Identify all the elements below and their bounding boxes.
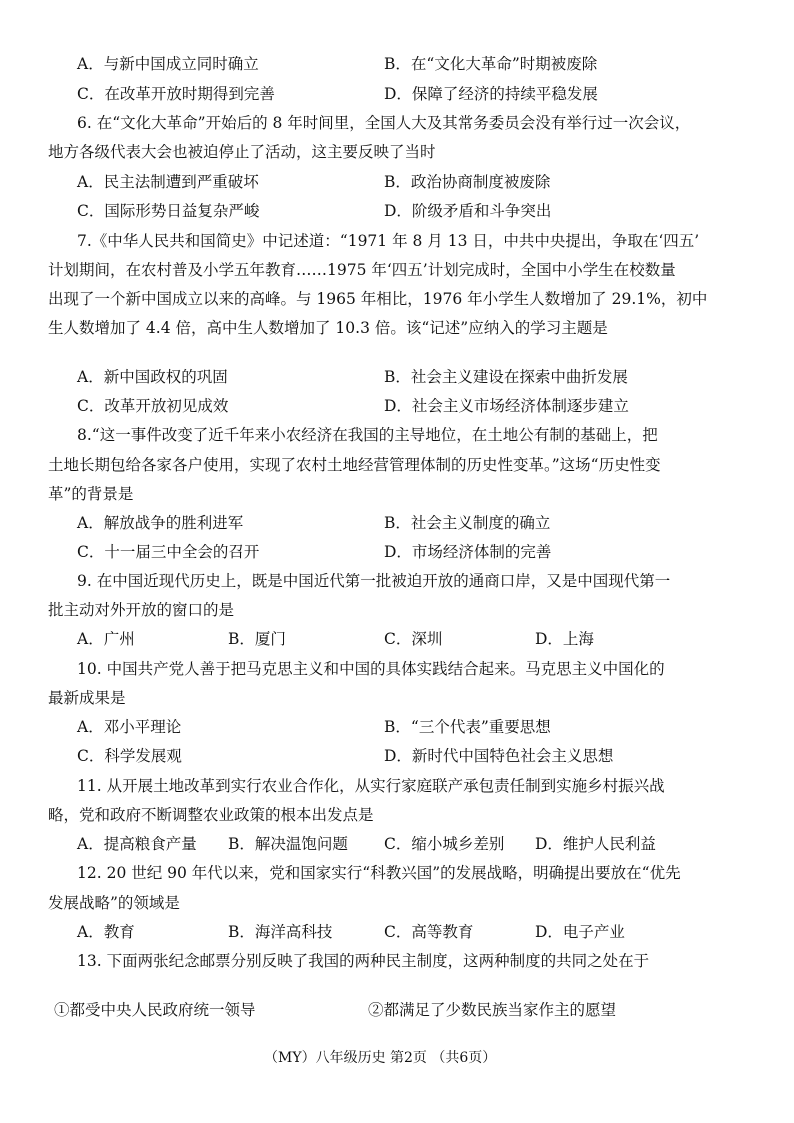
q8-option-c: C．十一届三中全会的召开 [77, 543, 260, 561]
q8-stem-line-2: 土地长期包给各家各户使用，实现了农村土地经营管理体制的历史性变革。”这场“历史性变 [48, 456, 661, 474]
q11-stem-line-1: 11. 从开展土地改革到实行农业合作化，从实行家庭联产承包责任制到实施乡村振兴战 [77, 777, 665, 795]
q8-stem-line-3: 革”的背景是 [48, 485, 134, 503]
q10-stem-line-2: 最新成果是 [48, 689, 126, 707]
q13-stem-line-1: 13. 下面两张纪念邮票分别反映了我国的两种民主制度，这两种制度的共同之处在于 [77, 952, 650, 970]
q9-option-c: C．深圳 [384, 630, 443, 648]
q12-option-a: A．教育 [77, 923, 135, 941]
q10-option-b: B．“三个代表”重要思想 [384, 718, 551, 736]
q7-option-b: B．社会主义建设在探索中曲折发展 [384, 368, 628, 386]
q11-option-c: C．缩小城乡差别 [384, 835, 505, 853]
q9-option-d: D．上海 [535, 630, 594, 648]
q7-stem-line-4: 生人数增加了 4.4 倍，高中生人数增加了 10.3 倍。该“记述”应纳入的学习主题是 [48, 319, 608, 337]
q5-option-d: D．保障了经济的持续平稳发展 [384, 85, 598, 103]
q9-option-b: B．厦门 [228, 630, 286, 648]
q7-option-a: A．新中国政权的巩固 [77, 368, 228, 386]
q13-item-1: ①都受中央人民政府统一领导 [54, 1001, 256, 1019]
q7-option-d: D．社会主义市场经济体制逐步建立 [384, 397, 629, 415]
q6-option-b: B．政治协商制度被废除 [384, 173, 551, 191]
q6-stem-line-2: 地方各级代表大会也被迫停止了活动，这主要反映了当时 [48, 143, 436, 161]
q9-option-a: A．广州 [77, 630, 135, 648]
q10-option-a: A．邓小平理论 [77, 718, 182, 736]
q5-option-b: B．在“文化大革命”时期被废除 [384, 55, 598, 73]
q8-option-a: A．解放战争的胜利进军 [77, 514, 244, 532]
q7-stem-line-1: 7.《中华人民共和国简史》中记述道：“1971 年 8 月 13 日，中共中央提出，争取在‘四五’ [77, 232, 700, 250]
q12-option-c: C．高等教育 [384, 923, 474, 941]
q5-option-a: A．与新中国成立同时确立 [77, 55, 259, 73]
q9-stem-line-1: 9. 在中国近现代历史上，既是中国近代第一批被迫开放的通商口岸，又是中国现代第一 [77, 572, 671, 590]
q13-item-2: ②都满足了少数民族当家作主的愿望 [368, 1001, 617, 1019]
q12-stem-line-1: 12. 20 世纪 90 年代以来，党和国家实行“科教兴国”的发展战略，明确提出要放在“优先 [77, 864, 681, 882]
q7-stem-line-3: 出现了一个新中国成立以来的高峰。与 1965 年相比，1976 年小学生人数增加了 29.1%，初中 [48, 290, 708, 308]
q7-option-c: C．改革开放初见成效 [77, 397, 229, 415]
q7-stem-line-2: 计划期间，在农村普及小学五年教育……1975 年‘四五’计划完成时，全国中小学生在校数量 [48, 261, 676, 279]
q10-stem-line-1: 10. 中国共产党人善于把马克思主义和中国的具体实践结合起来。马克思主义中国化的 [77, 660, 665, 678]
q11-stem-line-2: 略，党和政府不断调整农业政策的根本出发点是 [48, 806, 374, 824]
q5-option-c: C．在改革开放时期得到完善 [77, 85, 275, 103]
q8-option-d: D．市场经济体制的完善 [384, 543, 552, 561]
q12-stem-line-2: 发展战略”的领域是 [48, 894, 180, 912]
q8-option-b: B．社会主义制度的确立 [384, 514, 551, 532]
q6-option-c: C．国际形势日益复杂严峻 [77, 202, 260, 220]
q12-option-d: D．电子产业 [535, 923, 625, 941]
q11-option-b: B．解决温饱问题 [228, 835, 348, 853]
q6-option-d: D．阶级矛盾和斗争突出 [384, 202, 552, 220]
q10-option-c: C．科学发展观 [77, 747, 182, 765]
q12-option-b: B．海洋高科技 [228, 923, 333, 941]
q6-stem-line-1: 6. 在“文化大革命”开始后的 8 年时间里，全国人大及其常务委员会没有举行过一次会议， [77, 114, 691, 132]
q6-option-a: A．民主法制遭到严重破坏 [77, 173, 259, 191]
q11-option-a: A．提高粮食产量 [77, 835, 197, 853]
q9-stem-line-2: 批主动对外开放的窗口的是 [48, 601, 235, 619]
q8-stem-line-1: 8.“这一事件改变了近千年来小农经济在我国的主导地位，在土地公有制的基础上，把 [77, 426, 658, 444]
q10-option-d: D．新时代中国特色社会主义思想 [384, 747, 614, 765]
page-footer: （MY）八年级历史 第2页 （共6页） [264, 1050, 497, 1066]
q11-option-d: D．维护人民利益 [535, 835, 656, 853]
